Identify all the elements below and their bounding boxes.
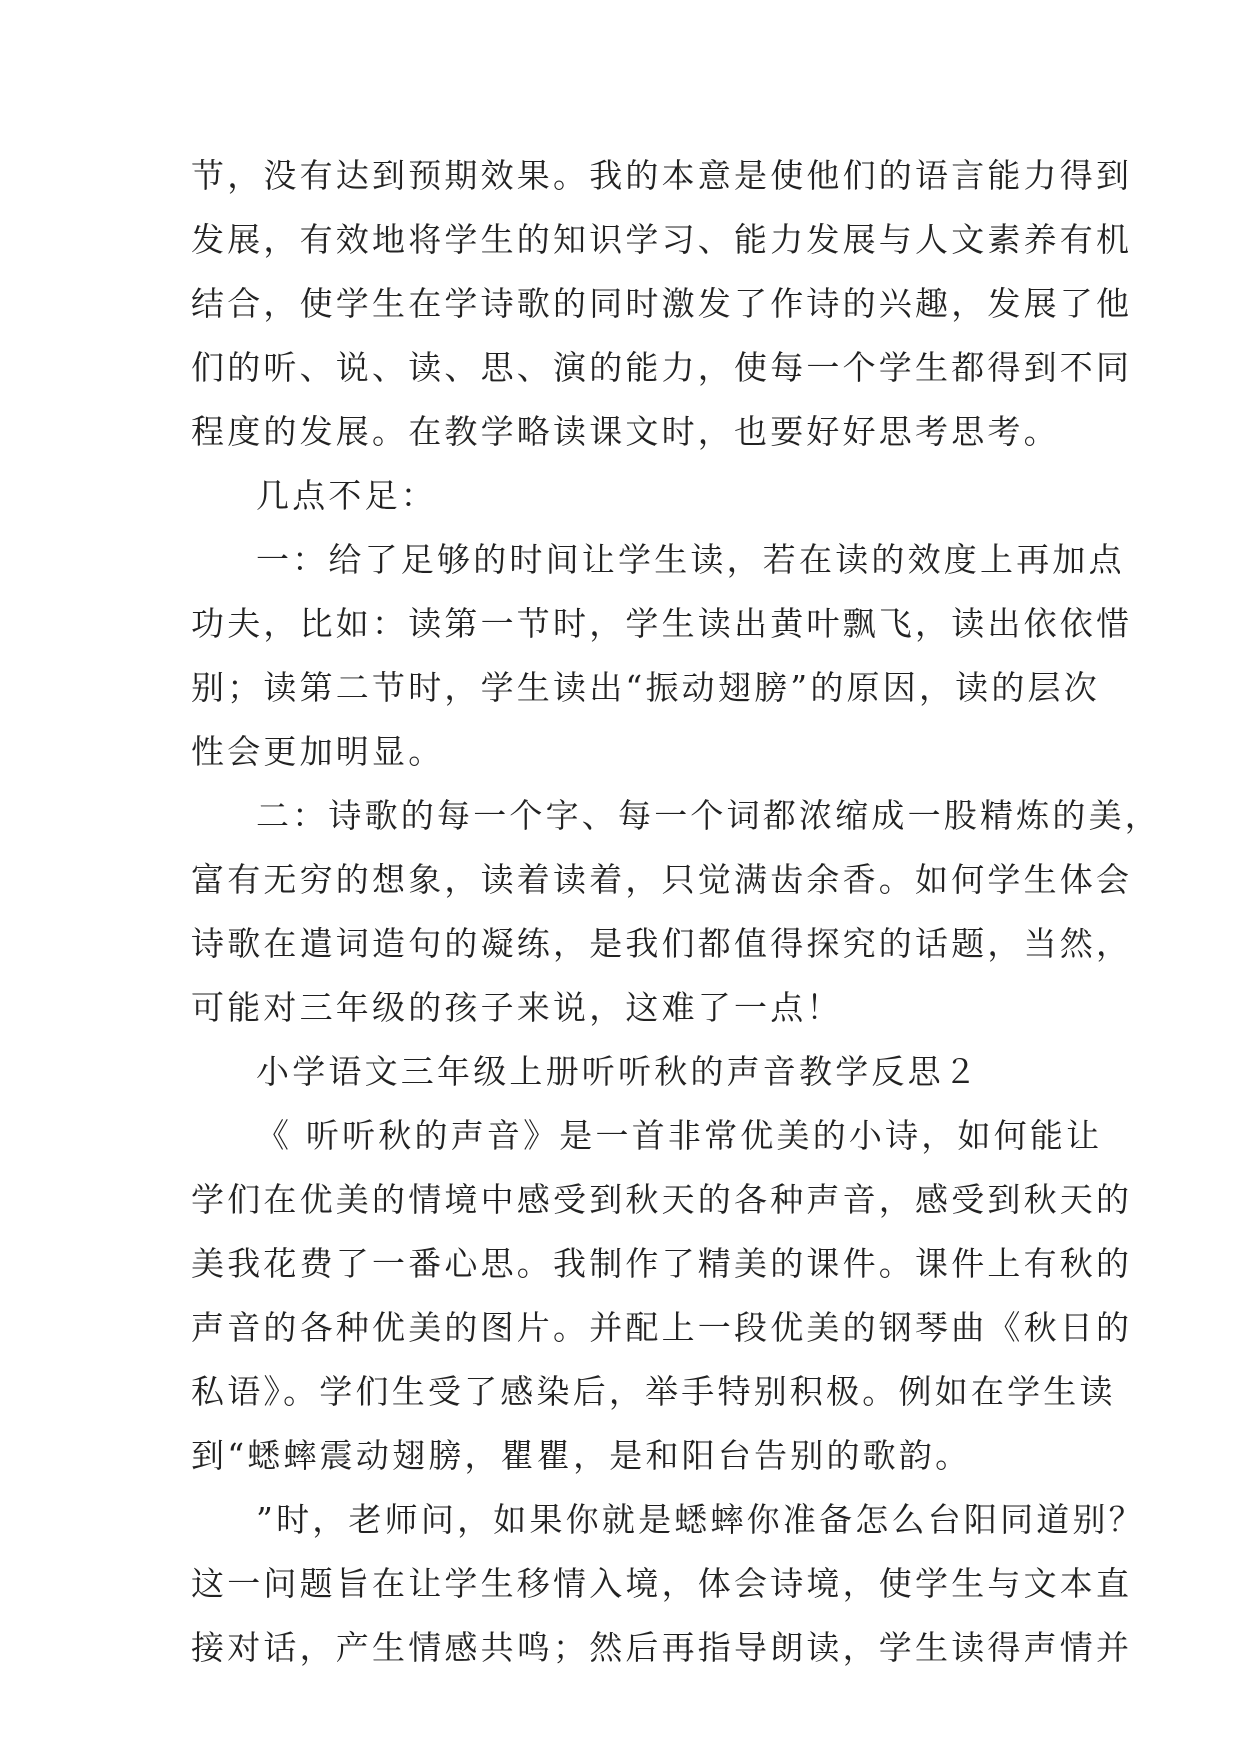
text-line: 到“蟋蟀震动翅膀，瞿瞿，是和阳台告别的歌韵。: [191, 1436, 972, 1475]
text-line: 们的听、说、读、思、演的能力，使每一个学生都得到不同: [191, 348, 1133, 387]
text-line: 一：给了足够的时间让学生读，若在读的效度上再加点: [256, 540, 1125, 579]
section-title: 小学语文三年级上册听听秋的声音教学反思２: [256, 1052, 980, 1091]
text-line: 富有无穷的想象，读着读着，只觉满齿余香。如何学生体会: [191, 860, 1133, 899]
text-line: 性会更加明显。: [191, 732, 445, 771]
section-heading: 几点不足：: [256, 476, 437, 515]
text-line: 二：诗歌的每一个字、每一个词都浓缩成一股精炼的美，: [256, 796, 1161, 835]
text-line: 功夫，比如：读第一节时，学生读出黄叶飘飞，读出依依惜: [191, 604, 1133, 643]
text-line: 学们在优美的情境中感受到秋天的各种声音，感受到秋天的: [191, 1180, 1133, 1219]
text-line: 可能对三年级的孩子来说，这难了一点！: [191, 988, 843, 1027]
text-line: ”时，老师问，如果你就是蟋蟀你准备怎么台阳同道别？: [256, 1500, 1145, 1539]
text-line: 接对话，产生情感共鸣；然后再指导朗读，学生读得声情并: [191, 1628, 1133, 1667]
text-line: 节，没有达到预期效果。我的本意是使他们的语言能力得到: [191, 156, 1133, 195]
text-line: 《 听听秋的声音》是一首非常优美的小诗，如何能让: [256, 1116, 1103, 1155]
text-line: 结合，使学生在学诗歌的同时激发了作诗的兴趣，发展了他: [191, 284, 1133, 323]
text-line: 诗歌在遣词造句的凝练，是我们都值得探究的话题，当然，: [191, 924, 1133, 963]
text-line: 这一问题旨在让学生移情入境，体会诗境，使学生与文本直: [191, 1564, 1133, 1603]
text-line: 发展，有效地将学生的知识学习、能力发展与人文素养有机: [191, 220, 1133, 259]
text-line: 程度的发展。在教学略读课文时，也要好好思考思考。: [191, 412, 1060, 451]
text-line: 声音的各种优美的图片。并配上一段优美的钢琴曲《秋日的: [191, 1308, 1133, 1347]
text-line: 别；读第二节时，学生读出“振动翅膀”的原因，读的层次: [191, 668, 1100, 707]
text-line: 美我花费了一番心思。我制作了精美的课件。课件上有秋的: [191, 1244, 1133, 1283]
text-line: 私语》。学们生受了感染后，举手特别积极。例如在学生读: [191, 1372, 1116, 1411]
